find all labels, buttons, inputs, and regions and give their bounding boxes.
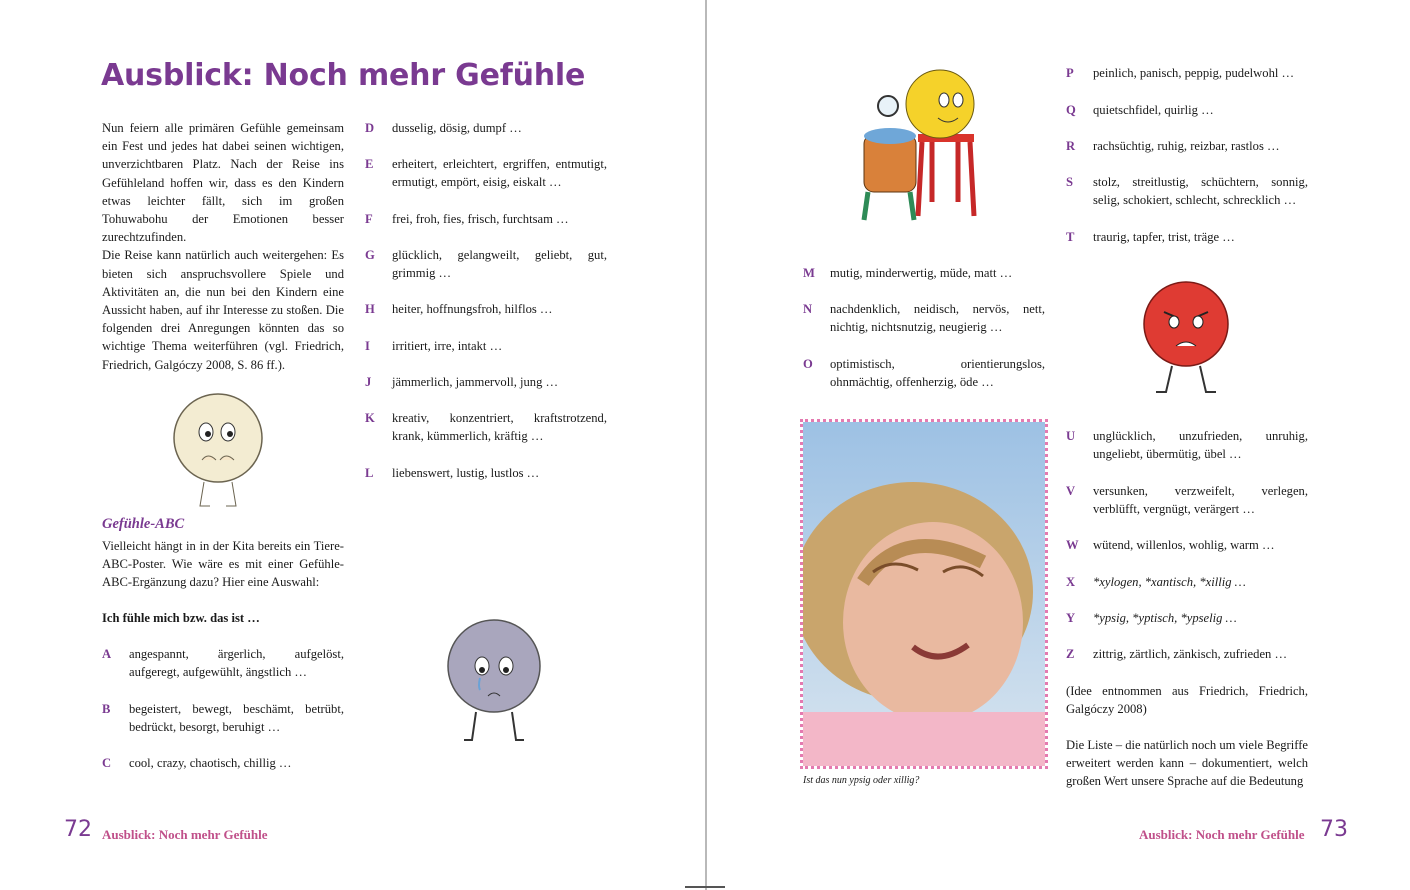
- intro-paragraph-2: Die Reise kann natürlich auch weitergehen: Es bieten sich anspruchsvollere Spiele und Aktivitäten an, die nun bei den Kindern eine Aussicht haben, auf ihr Interesse zu stoßen. Die folgenden drei Anregungen könnten das so wichtige Thema weiterführen (vgl. Friedrich, Friedrich, Galgóczy 2008, S. 86 ff.).: [102, 248, 344, 372]
- abc-entry-a: [102, 645, 344, 685]
- entry-text: traurig, tapfer, trist, träge …: [1093, 230, 1235, 244]
- entry-letter: E: [365, 157, 374, 171]
- sad-face-illustration: [440, 616, 552, 756]
- photo-caption: Ist das nun ypsig oder xillig?: [803, 775, 920, 786]
- entry-letter: G: [365, 248, 375, 262]
- abc-entry-j: [365, 373, 607, 393]
- entry-letter: M: [803, 266, 815, 280]
- page-title: Ausblick: Noch mehr Gefühle: [101, 58, 586, 93]
- child-photo-image: [803, 422, 1045, 766]
- entry-letter: N: [803, 302, 813, 316]
- abc-entry-x: [1066, 573, 1308, 593]
- abc-entry-n: [803, 300, 1045, 340]
- entry-letter: T: [1066, 230, 1075, 244]
- abc-entry-f: [365, 210, 607, 230]
- entry-text: peinlich, panisch, peppig, pudelwohl …: [1093, 66, 1295, 80]
- abc-entry-s: [1066, 173, 1308, 213]
- abc-entry-m: [803, 264, 1045, 284]
- entry-letter: I: [365, 339, 370, 353]
- entry-text: quietschfidel, quirlig …: [1093, 103, 1214, 117]
- entry-letter: H: [365, 302, 375, 316]
- closing-text: Die Liste – die natürlich noch um viele Begriffe erweitert werden kann – dokumentiert, welch großen Wert unsere Sprache auf die Bedeutung: [1066, 738, 1308, 789]
- entry-letter: J: [365, 375, 372, 389]
- entry-text: begeistert, bewegt, beschämt, betrübt, bedrückt, besorgt, beruhigt …: [129, 702, 344, 735]
- entry-text: nachdenklich, neidisch, nervös, nett, nichtig, nichtsnutzig, neugierig …: [830, 302, 1045, 335]
- abc-entry-t: [1066, 228, 1308, 248]
- page-number-right: 73: [1320, 817, 1348, 842]
- abc-entry-c: [102, 754, 344, 774]
- abc-entry-q: [1066, 101, 1308, 121]
- entry-letter: Q: [1066, 103, 1076, 117]
- entry-letter: A: [102, 647, 112, 661]
- entry-text: heiter, hoffnungsfroh, hilflos …: [392, 302, 553, 316]
- abc-entry-i: [365, 337, 607, 357]
- entry-letter: S: [1066, 175, 1074, 189]
- entry-letter: W: [1066, 538, 1079, 552]
- running-head-left: Ausblick: Noch mehr Gefühle: [102, 827, 268, 842]
- abc-lead: Ich fühle mich bzw. das ist …: [102, 611, 260, 625]
- entry-letter: X: [1066, 575, 1076, 589]
- entry-text: zittrig, zärtlich, zänkisch, zufrieden …: [1093, 647, 1288, 661]
- intro-text: [102, 119, 344, 374]
- entry-text: stolz, streitlustig, schüchtern, sonnig, selig, schokiert, schlecht, schrecklich …: [1093, 175, 1308, 208]
- entry-text: jämmerlich, jammervoll, jung …: [392, 375, 559, 389]
- entry-text: versunken, verzweifelt, verlegen, verblüfft, vergnügt, verärgert …: [1093, 484, 1308, 517]
- spine-mark: [685, 886, 725, 888]
- abc-entry-r: [1066, 137, 1308, 157]
- page-number-left: 72: [64, 817, 92, 842]
- entry-letter: C: [102, 756, 112, 770]
- entry-letter: O: [803, 357, 813, 371]
- entry-text: irritiert, irre, intakt …: [392, 339, 503, 353]
- entry-letter: B: [102, 702, 111, 716]
- child-photo: [800, 419, 1048, 769]
- entry-text: erheitert, erleichtert, ergriffen, entmutigt, ermutigt, empört, eisig, eiskalt …: [392, 157, 607, 190]
- abc-entry-b: [102, 700, 344, 740]
- abc-entry-d: [365, 119, 607, 139]
- entry-text: wütend, willenlos, wohlig, warm …: [1093, 538, 1275, 552]
- entry-text: cool, crazy, chaotisch, chillig …: [129, 756, 292, 770]
- abc-entry-l: [365, 464, 607, 484]
- abc-entry-z: [1066, 645, 1308, 665]
- running-head-right: Ausblick: Noch mehr Gefühle: [1139, 827, 1305, 842]
- abc-intro: Vielleicht hängt in in der Kita bereits ein Tiere-ABC-Poster. Wie wäre es mit einer Gefühle-ABC-Ergänzung dazu? Hier eine Auswahl:: [102, 539, 344, 590]
- entry-letter: Y: [1066, 611, 1076, 625]
- entry-text: glücklich, gelangweilt, geliebt, gut, grimmig …: [392, 248, 607, 281]
- entry-text: liebenswert, lustig, lustlos …: [392, 466, 540, 480]
- entry-letter: U: [1066, 429, 1076, 443]
- entry-text: unglücklich, unzufrieden, unruhig, ungeliebt, übermütig, übel …: [1093, 429, 1308, 462]
- abc-entry-y: [1066, 609, 1308, 629]
- curious-face-illustration: [858, 64, 992, 222]
- entry-text: angespannt, ärgerlich, aufgelöst, aufgeregt, aufgewühlt, ängstlich …: [129, 647, 344, 680]
- abc-entry-g: [365, 246, 607, 286]
- abc-entry-o: [803, 355, 1045, 395]
- abc-entry-h: [365, 300, 607, 320]
- angry-face-illustration: [1134, 278, 1238, 400]
- abc-entry-u: [1066, 427, 1308, 467]
- abc-entry-k: [365, 409, 607, 449]
- entry-letter: R: [1066, 139, 1076, 153]
- abc-entry-w: [1066, 536, 1308, 556]
- abc-entry-p: [1066, 64, 1308, 84]
- abc-entry-e: [365, 155, 607, 195]
- shy-face-illustration: [168, 390, 272, 516]
- abc-entry-v: [1066, 482, 1308, 522]
- book-spine: [705, 0, 707, 890]
- entry-text: *xylogen, *xantisch, *xillig …: [1093, 575, 1246, 589]
- entry-text: dusselig, dösig, dumpf …: [392, 121, 522, 135]
- intro-paragraph-1: Nun feiern alle primären Gefühle gemeinsam ein Fest und jedes hat dabei seinen wichtigen, unverzichtbaren Platz. Nach der Reise ins Gefühleland hoffen wir, dass es den Kindern etwas leichter fällt, sich im großen Tohuwabohu der Emotionen besser zurechtzufinden.: [102, 121, 344, 245]
- entry-text: frei, froh, fies, frisch, furchtsam …: [392, 212, 569, 226]
- entry-text: *ypsig, *yptisch, *ypselig …: [1093, 611, 1237, 625]
- entry-text: kreativ, konzentriert, kraftstrotzend, krank, kümmerlich, kräftig …: [392, 411, 607, 444]
- entry-text: rachsüchtig, ruhig, reizbar, rastlos …: [1093, 139, 1280, 153]
- entry-letter: P: [1066, 66, 1074, 80]
- entry-text: mutig, minderwertig, müde, matt …: [830, 266, 1013, 280]
- entry-letter: V: [1066, 484, 1076, 498]
- source-note: (Idee entnommen aus Friedrich, Friedrich, Galgóczy 2008): [1066, 684, 1308, 717]
- entry-letter: F: [365, 212, 373, 226]
- entry-letter: L: [365, 466, 374, 480]
- entry-letter: D: [365, 121, 375, 135]
- entry-text: optimistisch, orientierungslos, ohnmächtig, offenherzig, öde …: [830, 357, 1045, 390]
- entry-letter: Z: [1066, 647, 1075, 661]
- entry-letter: K: [365, 411, 375, 425]
- section-subheading: Gefühle-ABC: [102, 516, 185, 532]
